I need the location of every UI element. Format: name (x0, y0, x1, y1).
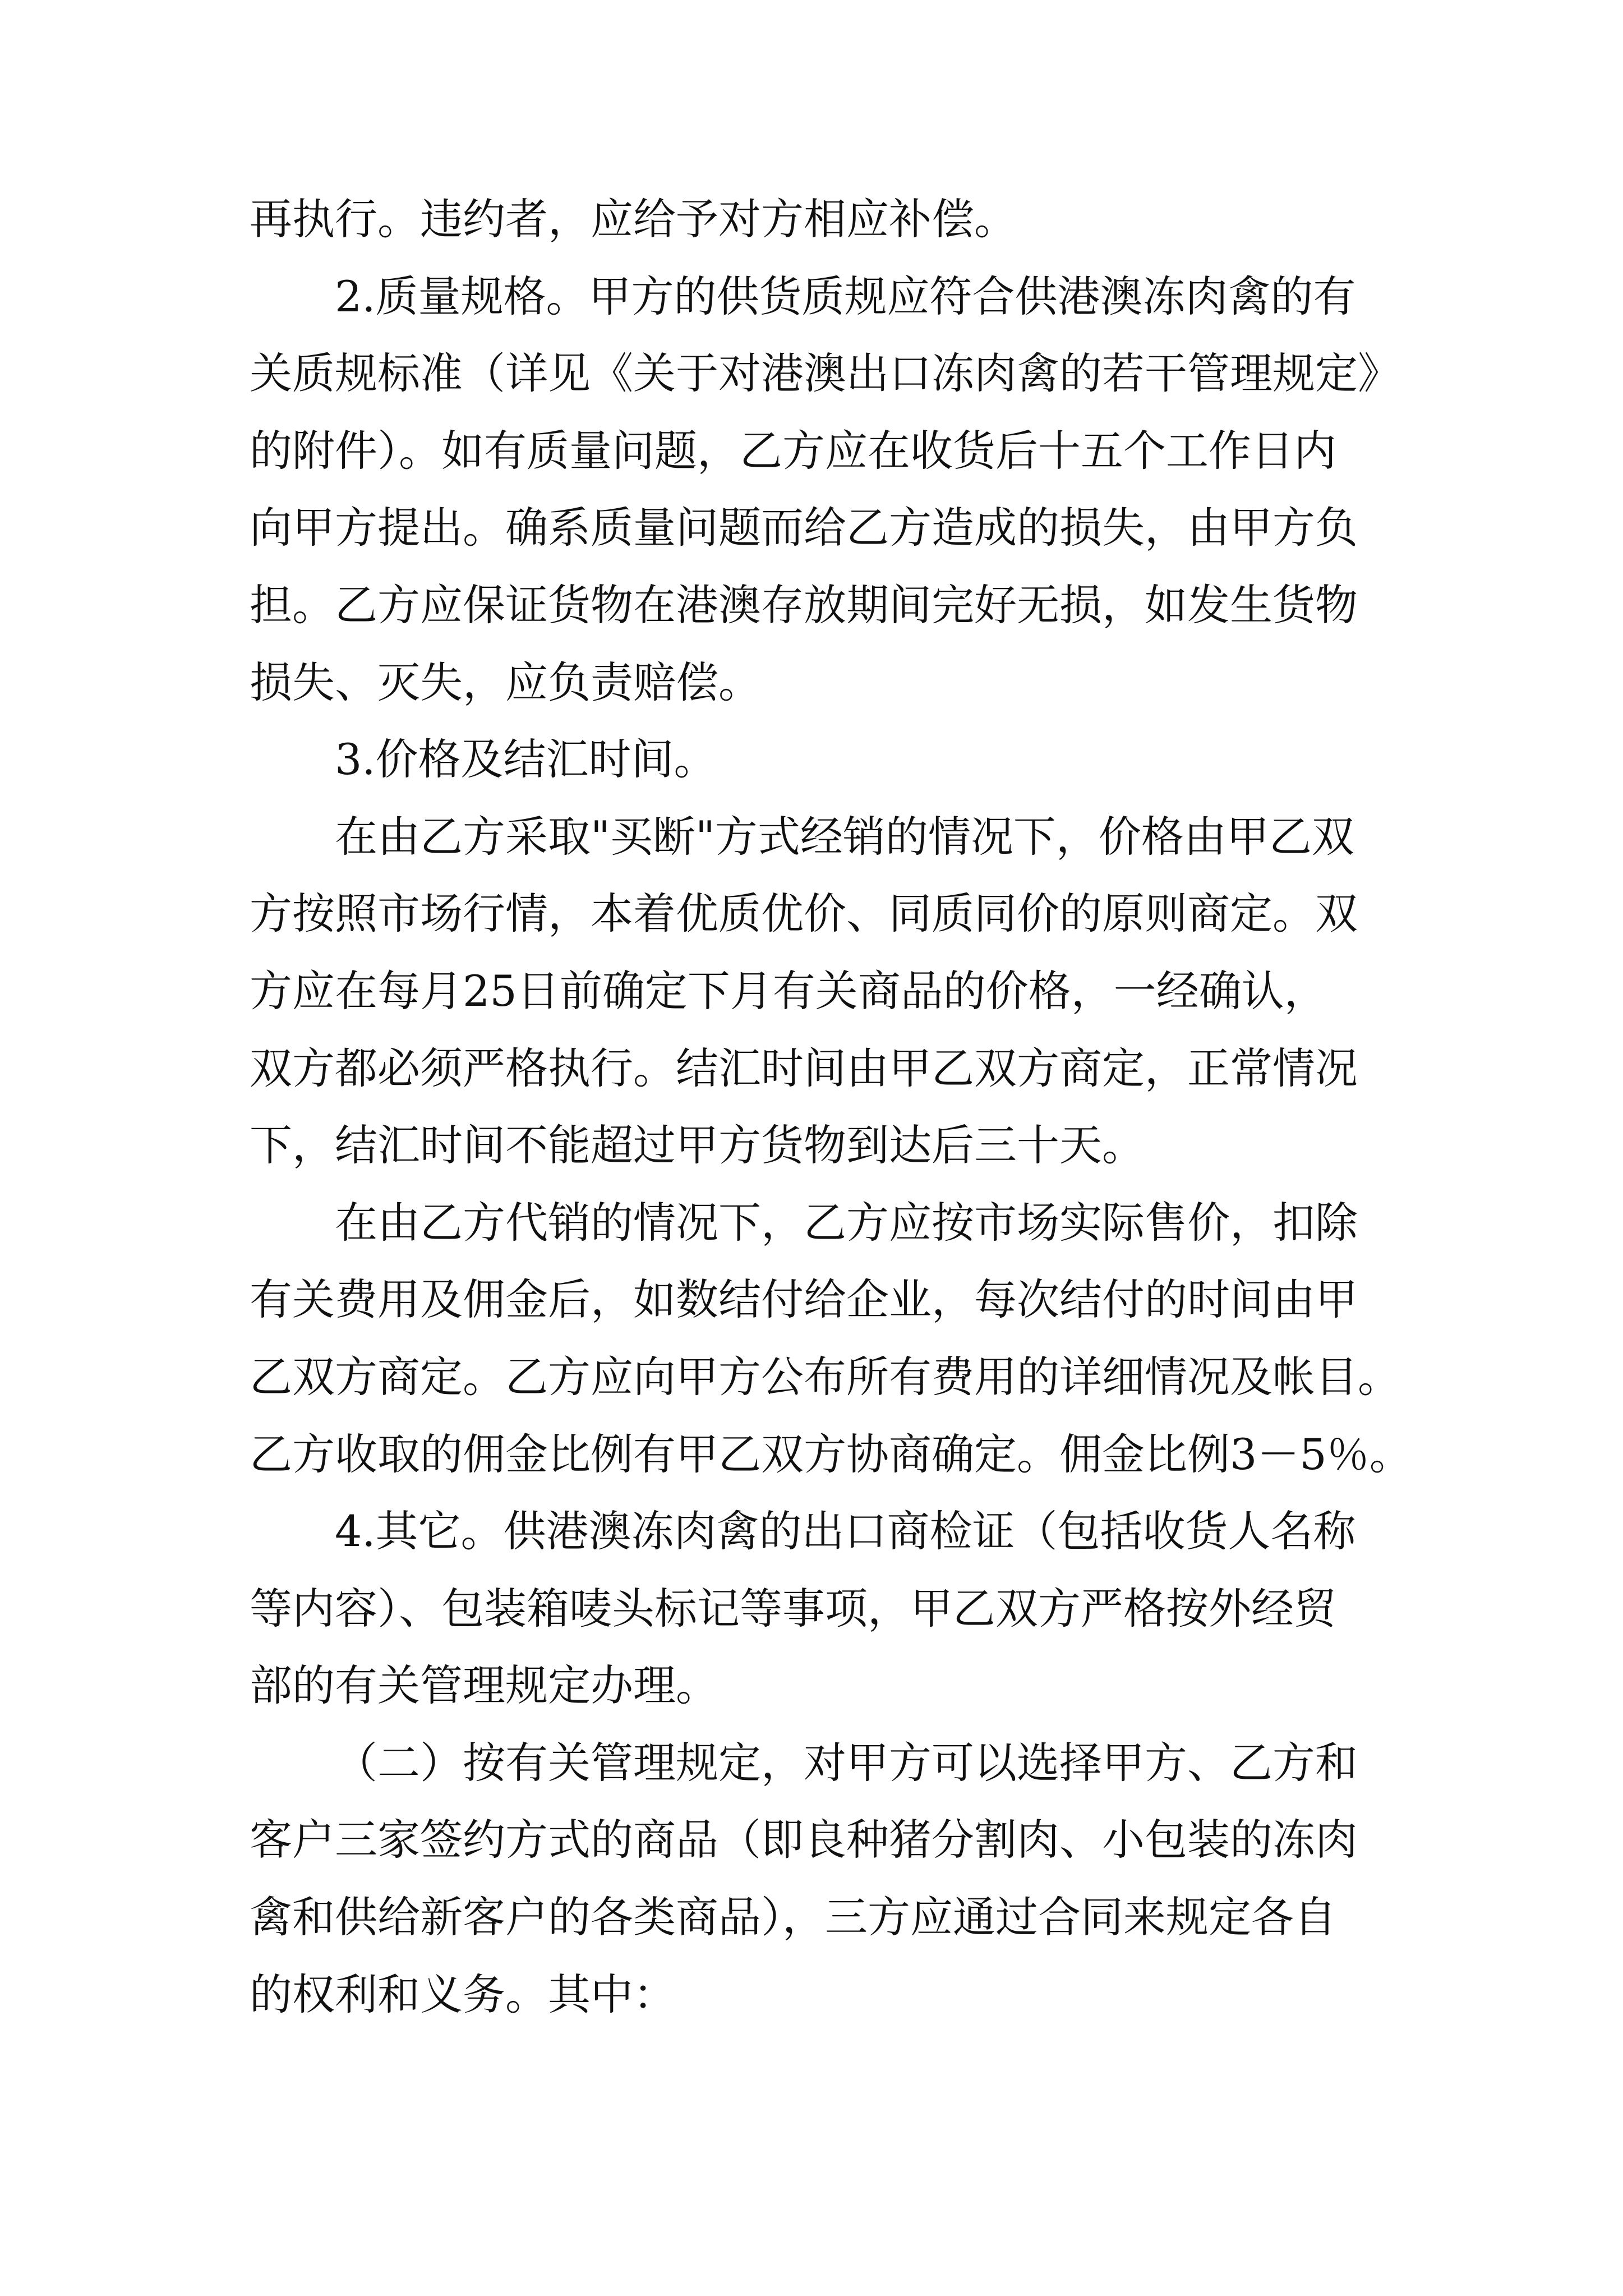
text-line: 乙方收取的佣金比例有甲乙双方协商确定。佣金比例3－5％。 (250, 1429, 1412, 1479)
section-heading-price: 3.价格及结汇时间。 (335, 734, 717, 785)
text-line: 乙双方商定。乙方应向甲方公布所有费用的详细情况及帐目。 (250, 1351, 1400, 1402)
text-line: 部的有关管理规定办理。 (250, 1660, 718, 1711)
text-line: 客户三家签约方式的商品（即良种猪分割肉、小包装的冻肉 (250, 1815, 1358, 1865)
text-line: 下，结汇时间不能超过甲方货物到达后三十天。 (250, 1120, 1145, 1171)
paragraph-quality-spec: 2.质量规格。甲方的供货质规应符合供港澳冻肉禽的有 (335, 271, 1356, 321)
text-line: 方应在每月25日前确定下月有关商品的价格，一经确认， (250, 965, 1327, 1016)
text-line: 向甲方提出。确系质量问题而给乙方造成的损失，由甲方负 (250, 503, 1358, 553)
text-line: 等内容）、包装箱唛头标记等事项，甲乙双方严格按外经贸 (250, 1583, 1336, 1634)
paragraph-buyout: 在由乙方采取"买断"方式经销的情况下，价格由甲乙双 (335, 811, 1354, 862)
text-line: 双方都必须严格执行。结汇时间由甲乙双方商定，正常情况 (250, 1043, 1358, 1093)
text-line: 禽和供给新客户的各类商品），三方应通过合同来规定各自 (250, 1892, 1336, 1943)
text-line: 的权利和义务。其中： (250, 1969, 676, 2019)
paragraph-other: 4.其它。供港澳冻肉禽的出口商检证（包括收货人名称 (335, 1506, 1356, 1557)
text-line: 担。乙方应保证货物在港澳存放期间完好无损，如发生货物 (250, 579, 1358, 630)
body-text (250, 181, 1412, 2033)
paragraph-consignment: 在由乙方代销的情况下，乙方应按市场实际售价，扣除 (335, 1197, 1358, 1248)
text-line: 的附件）。如有质量问题，乙方应在收货后十五个工作日内 (250, 425, 1336, 476)
text-line: 损失、灭失，应负责赔偿。 (250, 657, 761, 707)
text-line: 再执行。违约者，应给予对方相应补偿。 (250, 194, 1017, 244)
text-line: 方按照市场行情，本着优质优价、同质同价的原则商定。双 (250, 889, 1358, 939)
paragraph-section-two: （二）按有关管理规定，对甲方可以选择甲方、乙方和 (335, 1737, 1358, 1788)
text-line: 关质规标准（详见《关于对港澳出口冻肉禽的若干管理规定》 (250, 348, 1400, 399)
text-line: 有关费用及佣金后，如数结付给企业，每次结付的时间由甲 (250, 1274, 1358, 1325)
